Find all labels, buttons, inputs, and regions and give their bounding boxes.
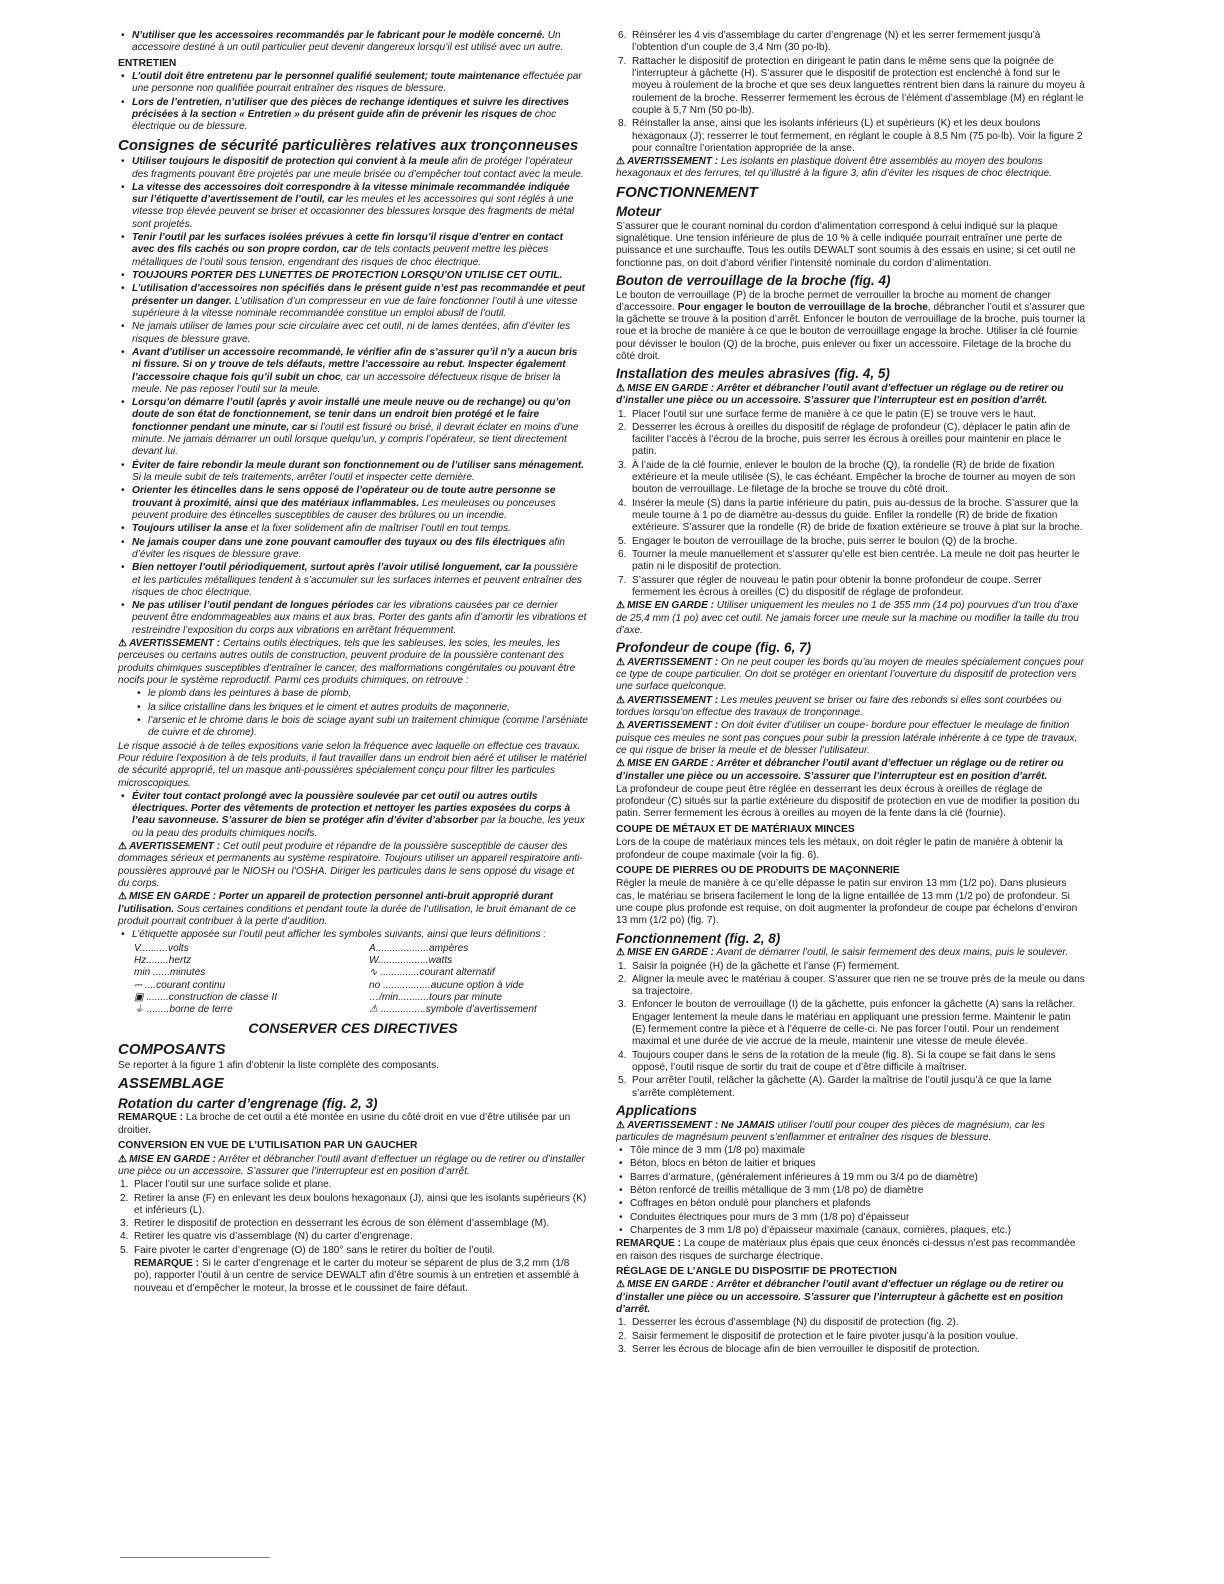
step-number: 3. [618, 459, 627, 471]
step-number: 7. [618, 574, 627, 586]
caution-paragraph: ⚠ MISE EN GARDE : Arrêter et débrancher l’outil avant d’effectuer un réglage ou de retirer ou d’installer une pièce ou un accessoire. S’assurer que l’interrupteur est en position d’arrêt. [616, 758, 1064, 782]
warning-paragraph: ⚠ AVERTISSEMENT : On ne peut couper les bords qu’au moyen de meules spécialement conçues pour ce type de coupe particulier. On doit se protéger en orientant l’ouverture du dispositif de protection vers une surface quelconque. [616, 656, 1084, 693]
metaux-text: Lors de la coupe de matériaux minces tels les métaux, on doit régler le patin de manière à obtenir la profondeur de coupe maximale (voir la fig. 6). [616, 837, 1063, 861]
symbol-entry: ⎓ ....courant continu [134, 979, 226, 991]
step-number: 1. [120, 1179, 129, 1191]
list-item: • Avant d’utiliser un accessoire recommandé, le vérifier afin de s’assurer qu’il n’y a aucun bris ni fissure. Si on y trouve de tels défauts, mettre l’accessoire au rebut. Inspecter également l’accessoire chaque fois qu’il subit un choc, car un accessoire défectueux risque de briser la meule. Ne pas reposer l’outil sur la meule. [118, 347, 588, 396]
step-number: 5. [618, 535, 627, 547]
step-item: 1. Placer l’outil sur une surface ferme de manière à ce que le patin (E) se trouve vers le haut. [618, 408, 1036, 420]
step-number: 4. [120, 1231, 129, 1243]
subsection-title: Profondeur de coupe (fig. 6, 7) [616, 640, 812, 656]
step-item: 5. Engager le bouton de verrouillage de la broche, puis serrer le boulon (Q) de la broche. [618, 535, 1018, 547]
list-item: • Béton, blocs en béton de laitier et briques [616, 1158, 1086, 1170]
symbol-entry: ⏚ ........borne de terre [134, 1004, 233, 1016]
warning-icon: ⚠ [616, 720, 626, 732]
bouton-text: Le bouton de verrouillage (P) de la broche permet de verrouiller la broche au moment de changer d’accessoire. Pour engager le bouton de verrouillage de la broche, débrancher l’outil et s’assurer que la gâchette se trouve à la position d’arrêt. Enfoncer le bouton de verrouillage de la broche, puis tourner la roue et la broche de manière à ce que le bouton de verrouillage engage la broche. Utiliser la clé fournie pour dévisser le boulon (Q) de la broche, puis enlever ou fixer un accessoire. Filetage de la broche du côté droit. [616, 289, 1086, 363]
list-item: • Tenir l’outil par les surfaces isolées prévues à cette fin lorsqu’il risque d’entrer en contact avec des fils cachés ou son propre cordon, car de tels contacts peuvent mettre les pièces métalliques de l’outil sous tension, engendrant des risques de choc électrique. [118, 232, 588, 269]
moteur-text: S’assurer que le courant nominal du cordon d’alimentation correspond à celui indiqué sur la plaque signalétique. Une tension inférieure de plus de 10 % à celle indiquée pourrait entraîner une perte de puissance et une surchauffe. Tous les outils DEWALT sont soumis à des essais en usine; si cet outil ne fonctionne pas, on doit d’abord vérifier l’intensité nominale du cordon d’alimentation. [616, 220, 1076, 269]
step-item: 6. Réinsérer les 4 vis d’assemblage du carter d’engrenage (N) et les serrer fermement jusqu’à l’obtention d’un couple de 3,4 Nm (30 po-lb). [618, 30, 1041, 54]
warning-icon: ⚠ [118, 891, 128, 903]
step-item: 2. Retirer la anse (F) en enlevant les deux boulons hexagonaux (J), ainsi que les isolants supérieurs (K) et inférieurs (L). [120, 1192, 587, 1216]
warning-icon: ⚠ [118, 1153, 128, 1165]
symbol-entry: ▣ ........construction de classe II [134, 991, 278, 1003]
list-item: • Ne pas utiliser l’outil pendant de longues périodes car les vibrations causées par ce dernier peuvent être endommageables aux mains et aux bras. Porter des gants afin d’amortir les vibrations et restreindre l’exposition du corps aux vibrations en arrêtant fréquemment. [118, 600, 588, 637]
install-steps [616, 409, 1086, 600]
subsection-title: Rotation du carter d’engrenage (fig. 2, 3) [118, 1095, 378, 1111]
warning-icon: ⚠ [616, 656, 626, 668]
list-item: • N’utiliser que les accessoires recommandés par le fabricant pour le modèle concerné. Un accessoire destiné à un outil particulier peut devenir dangereux lorsqu’il est utilisé avec un autre. [118, 30, 588, 55]
section-heading: COUPE DE MÉTAUX ET DE MATÉRIAUX MINCES [616, 823, 855, 835]
note-paragraph: REMARQUE : La broche de cet outil a été montée en usine du côté droit en vue d’être utilisée par un droitier. [118, 1112, 571, 1136]
section-title: FONCTIONNEMENT [616, 183, 758, 201]
left-column [118, 30, 588, 1296]
list-item: • l’arsenic et le chrome dans le bois de sciage ayant subi un traitement chimique (comme l’arséniate de cuivre et de chrome). [134, 715, 588, 740]
step-item: 5. Pour arrêter l’outil, relâcher la gâchette (A). Garder la maîtrise de l’outil jusqu’à ce que la lame s’arrête complètement. [618, 1075, 1052, 1099]
step-number: 2. [618, 1330, 627, 1342]
warning-paragraph: ⚠ AVERTISSEMENT : Les meules peuvent se briser ou faire des rebonds si elles sont courbées ou tordues lorsqu’on effectue des travaux de tronçonnage. [616, 694, 1062, 718]
step-number: 7. [618, 55, 627, 67]
list-item: • Ne jamais utiliser de lames pour scie circulaire avec cet outil, ni de lames dentées, afin d’éviter les risques de blessure grave. [118, 321, 588, 346]
symbol-entry: ∿ ..............courant alternatif [369, 967, 495, 979]
applications-list [616, 1145, 1086, 1237]
symbol-entry: V..........volts [134, 942, 189, 954]
symbol-entry: W..................watts [369, 954, 453, 966]
symbols-table [134, 943, 588, 1017]
symbol-entry: Hz........hertz [134, 954, 192, 966]
step-number: 1. [618, 408, 627, 420]
entretien-list [118, 71, 588, 134]
step-item: 1. Saisir la poignée (H) de la gâchette et l’anse (F) fermement. [618, 960, 900, 972]
note-paragraph: REMARQUE : La coupe de matériaux plus épais que ceux énoncés ci-dessus n’est pas recommandée en raison des risques de surcharge électrique. [616, 1238, 1076, 1262]
step-number: 1. [618, 960, 627, 972]
symbol-entry: …/min...........tours par minute [369, 991, 502, 1003]
warning-icon: ⚠ [616, 1279, 626, 1291]
warning-icon: ⚠ [616, 600, 626, 612]
note-paragraph: REMARQUE : Si le carter d’engrenage et le carter du moteur se séparent de plus de 3,2 mm (1/8 po), rapporter l’outil à un centre de service DEWALT afin d’être soumis à un entretien et assemblé à nouveau et d’empêcher le moteur, la brosse et le coussinet de faire défaut. [134, 1258, 579, 1294]
list-item: • Éviter tout contact prolongé avec la poussière soulevée par cet outil ou autres outils électriques. Porter des vêtements de protection et nettoyer les parties exposées du corps à l’eau savonneuse. S’assurer de bien se protéger afin d’éviter d’absorber par la bouche, les yeux ou la peau des produits chimiques nocifs. [118, 791, 588, 840]
step-item: 3. Retirer le dispositif de protection en desserrant les écrous de son élément d’assemblage (M). [120, 1218, 550, 1230]
symbol-entry: no .................aucune option à vide [369, 979, 524, 991]
list-item: • Lors de l’entretien, n’utiliser que des pièces de rechange identiques et suivre les directives précisées à la section « Entretien » du présent guide afin de prévenir les risques de choc électrique ou de blessure. [118, 97, 588, 134]
warning-icon: ⚠ [616, 758, 626, 770]
risk-paragraph: Le risque associé à de telles expositions varie selon la fréquence avec laquelle on effectue ces travaux. Pour réduire l’exposition à de tels produits, il faut travailler dans un endroit bien aéré et utiliser le matériel de sécurité approprié, tel un masque anti-poussières spécialement conçu pour filtrer les particules microscopiques. [118, 740, 587, 789]
warning-paragraph: ⚠ AVERTISSEMENT : Ne JAMAIS utiliser l’outil pour couper des pièces de magnésium, car les particules de magnésium peuvent s’enflammer et entraîner des risques de blessure. [616, 1119, 1045, 1143]
step-number: 5. [618, 1075, 627, 1087]
section-title: ASSEMBLAGE [118, 1075, 224, 1093]
subsection-title: Moteur [616, 204, 661, 220]
step-item: 2. Saisir fermement le dispositif de protection et le faire pivoter jusqu’à la position voulue. [618, 1330, 1019, 1342]
chemicals-list [134, 688, 588, 739]
list-item: • L’étiquette apposée sur l’outil peut afficher les symboles suivants, ainsi que leurs définitions : [118, 929, 588, 941]
section-title: COMPOSANTS [118, 1040, 226, 1058]
composants-text: Se reporter à la figure 1 afin d’obtenir la liste complète des composants. [118, 1060, 439, 1072]
step-item: 4. Insérer la meule (S) dans la partie inférieure du patin, puis au-dessus de la broche. S’assurer que la meule tourne à 1 po de diamètre au-dessus du guide. Enfiler la rondelle (R) de bride de fixation extérieure. S’assurer que la rondelle (R) de bride de fixation extérieure se trouve à plat sur la broche. [618, 497, 1083, 534]
section-title: Consignes de sécurité particulières relatives aux tronçonneuses [118, 136, 579, 154]
caution-paragraph: ⚠ MISE EN GARDE : Arrêter et débrancher l’outil avant d’effectuer un réglage ou de retirer ou d’installer une pièce ou un accessoire. S’assurer que l’interrupteur à gâchette est en position d’arrêt. [616, 1279, 1064, 1316]
list-item: • Béton renforcé de treillis métallique de 3 mm (1/8 po) de diamètre [616, 1185, 1086, 1197]
step-item: 3. À l’aide de la clé fournie, enlever le boulon de la broche (Q), la rondelle (R) de bride de fixation extérieure et la meule utilisée (S), le cas échéant. Empêcher la broche de tourner au moyen de son bouton de verrouillage. Le filetage de la broche se trouve du côté droit. [618, 459, 1076, 496]
step-item: 2. Desserrer les écrous à oreilles du dispositif de réglage de profondeur (C), déplacer le patin afin de faciliter l’accès à l’écrou de la broche, puis serrer les écrous à oreilles pour maintenir en place le patin. [618, 421, 1071, 458]
list-item: • Tôle mince de 3 mm (1/8 po) maximale [616, 1145, 1086, 1157]
list-item: • Lorsqu’on démarre l’outil (après y avoir installé une meule neuve ou de rechange) ou qu’on doute de son état de fonctionnement, se tenir dans un endroit bien protégé et le faire fonctionner pendant une minute, car si l’outil est fissuré ou brisé, il devrait éclater en moins d’une minute. Ne jamais démarrer un outil lorsque quelqu’un, y compris l’opérateur, se tient directement devant lui. [118, 397, 588, 459]
step-item: 1. Placer l’outil sur une surface solide et plane. [120, 1179, 332, 1191]
symbol-entry: A...................ampères [369, 942, 469, 954]
label-list [118, 929, 588, 941]
step-number: 6. [618, 548, 627, 560]
warning-icon: ⚠ [118, 638, 128, 650]
dust-list [118, 791, 588, 840]
step-item: 7. Rattacher le dispositif de protection en dirigeant le patin dans le même sens que la poignée de l’interrupteur à gâchette (H). S’assurer que le dispositif de protection est enclenché à fond sur le moyeu à roulement de la broche et que ses deux languettes rentrent bien dans la rainure du moyeu à roulement de la broche. Resserrer fermement les écrous de l’élément d’assemblage (M) en réglant le couple à 5,7 Nm (50 po-lb). [618, 55, 1085, 116]
list-item: • le plomb dans les peintures à base de plomb, [134, 688, 588, 700]
list-item: • L’outil doit être entretenu par le personnel qualifié seulement; toute maintenance effectuée par une personne non qualifiée pourrait entraîner des risques de blessure. [118, 71, 588, 96]
warning-icon: ⚠ [118, 841, 128, 853]
step-item: 3. Enfoncer le bouton de verrouillage (I) de la gâchette, puis enfoncer la gâchette (A) sans la relâcher. Engager lentement la meule dans le matériau en appliquant une pression ferme. Maintenir le patin (E) fermement contre la pièce et à l’équerre de celle-ci. Ne pas forcer l’outil. Pour un rendement maximal et une durée de vie accrue de la meule, maintenir une vitesse de meule élevée. [618, 999, 1076, 1048]
list-item: • Coffrages en béton ondulé pour planchers et plafonds [616, 1198, 1086, 1210]
list-item: • L’utilisation d’accessoires non spécifiés dans le présent guide n’est pas recommandée et peut présenter un danger. L’utilisation d’un compresseur en vue de faire fonctionner l’outil à une vitesse supérieure à la vitesse nominale recommandée constitue un emploi abusif de l’outil. [118, 283, 588, 320]
list-item: • Bien nettoyer l’outil périodiquement, surtout après l’avoir utilisé longuement, car la poussière et les particules métalliques tendent à s’accumuler sur les surfaces internes et peuvent entraîner des risques de choc électrique. [118, 562, 588, 599]
step-item: 4. Retirer les quatre vis d’assemblage (N) du carter d’engrenage. [120, 1231, 413, 1243]
step-number: 2. [120, 1192, 129, 1204]
caution-paragraph: ⚠ MISE EN GARDE : Arrêter et débrancher l’outil avant d’effectuer un réglage ou de retirer ou d’installer une pièce ou un accessoire. S’assurer que l’interrupteur est en position d’arrêt. [616, 382, 1064, 407]
subsection-title: Fonctionnement (fig. 2, 8) [616, 930, 781, 946]
list-item: • Utiliser toujours le dispositif de protection qui convient à la meule afin de protéger l’opérateur des fragments pouvant être projetés par une meule brisée ou d’empêcher tout contact avec la meule. [118, 156, 588, 181]
subsection-title: Bouton de verrouillage de la broche (fig. 4) [616, 273, 891, 289]
reassembly-steps [616, 30, 1086, 155]
step-item: 2. Aligner la meule avec le matériau à couper. S’assurer que rien ne se trouve près de la meule ou dans sa trajectoire. [618, 973, 1085, 998]
profondeur-text: La profondeur de coupe peut être réglée en desserrant les deux écrous à oreilles de réglage de profondeur (C) situés sur la partie extérieure du dispositif de protection en vue de modifier la position du patin. Serrer fermement les écrous à oreilles au moyen de la fente dans la clé (fournie). [616, 783, 1080, 820]
step-item: 4. Toujours couper dans le sens de la rotation de la meule (fig. 8). Si la coupe se fait dans le sens opposé, l’outil risque de sortir du trait de coupe et d’être difficile à maîtriser. [618, 1049, 1056, 1074]
consignes-list [118, 156, 588, 637]
warning-icon: ⚠ [616, 382, 626, 394]
warning-paragraph: ⚠ AVERTISSEMENT : Les isolants en plastique doivent être assemblés au moyen des boulons hexagonaux et des ferrures, tel qu’illustré à la figure 3, afin d’éviter les risques de choc électrique. [616, 156, 1052, 180]
warning-paragraph: ⚠ AVERTISSEMENT : On doit éviter d’utiliser un coupe- bordure pour effectuer le meulage de finition puisque ces meules ne sont pas conçues pour subir la pression latérale inhérente à ce type de travaux, ce qui risque de briser la meule et de blesser l’utilisateur. [616, 720, 1078, 756]
step-number: 2. [618, 421, 627, 433]
list-item: • Conduites électriques pour murs de 3 mm (1/8 po) d’épaisseur [616, 1212, 1086, 1224]
subsection-title: Installation des meules abrasives (fig. 4, 5) [616, 366, 890, 382]
warning-paragraph: ⚠ AVERTISSEMENT : Cet outil peut produire et répandre de la poussière susceptible de causer des dommages sérieux et permanents au système respiratoire. Toujours utiliser un appareil respiratoire anti-poussières approuvé par le NIOSH ou l’OSHA. Diriger les particules dans le sens opposé du visage et du corps. [118, 841, 583, 890]
list-item: • Ne jamais couper dans une zone pouvant camoufler des tuyaux ou des fils électriques afin d’éviter les risques de blessure grave. [118, 537, 588, 562]
list-item: • la silice cristalline dans les briques et le ciment et autres produits de maçonnerie, [134, 702, 588, 714]
pierres-text: Régler la meule de manière à ce qu’elle dépasse le patin sur environ 13 mm (1/2 po). Dans plusieurs cas, le matériau se brisera facilement le long de la ligne entaillée de 13 mm (1/2 po) de profondeur. Si une coupe plus profonde est requise, on doit augmenter la profondeur de coupe par échelons d’environ 13 mm (1/2 po) (fig. 7). [616, 878, 1078, 927]
section-heading: RÉGLAGE DE L’ANGLE DU DISPOSITIF DE PROTECTION [616, 1265, 897, 1277]
warning-icon: ⚠ [616, 1119, 626, 1131]
caution-paragraph: ⚠ MISE EN GARDE : Avant de démarrer l’outil, le saisir fermement des deux mains, puis le soulever. [616, 947, 1069, 959]
step-number: 6. [618, 30, 627, 41]
step-item: 6. Tourner la meule manuellement et s’assurer qu’elle est bien centrée. La meule ne doit pas heurter le patin ni le dispositif de protection. [618, 548, 1080, 573]
list-item: • Charpentes de 3 mm 1/8 po) d’épaisseur maximale (canaux, cornières, plaques, etc.) [616, 1225, 1086, 1237]
list-item: • TOUJOURS PORTER DES LUNETTES DE PROTECTION LORSQU’ON UTILISE CET OUTIL. [118, 270, 588, 282]
step-number: 5. [120, 1244, 129, 1256]
conserver-title: CONSERVER CES DIRECTIVES [248, 1020, 458, 1037]
step-number: 4. [618, 1049, 627, 1061]
step-number: 1. [618, 1317, 627, 1329]
step-item: 7. S’assurer que régler de nouveau le patin pour obtenir la bonne profondeur de coupe. Serrer fermement les écrous à oreilles (C) du dispositif de réglage de profondeur. [618, 574, 1042, 598]
symbol-entry: min ......minutes [134, 967, 206, 979]
guard-steps [616, 1317, 1086, 1356]
caution-paragraph: ⚠ MISE EN GARDE : Arrêter et débrancher l’outil avant d’effectuer un réglage ou de retirer ou d’installer une pièce ou un accessoire. S’assurer que l’interrupteur est en position d’arrêt. [118, 1153, 585, 1177]
caution-paragraph: ⚠ MISE EN GARDE : Porter un appareil de protection personnel anti-bruit approprié durant l’utilisation. Sous certaines conditions et pendant toute la durée de l’utilisation, le bruit émanant de ce produit pourrait contribuer à la perte d’audition. [118, 891, 576, 927]
list-item: • Toujours utiliser la anse et la fixer solidement afin de maîtriser l’outil en tout temps. [118, 523, 588, 535]
step-number: 3. [618, 999, 627, 1011]
list-item: • Barres d’armature, (généralement inférieures à 19 mm ou 3/4 po de diamètre) [616, 1172, 1086, 1184]
caution-paragraph: ⚠ MISE EN GARDE : Utiliser uniquement les meules no 1 de 355 mm (14 po) pourvues d’un trou d’axe de 25,4 mm (1 po) avec cet outil. Ne jamais forcer une meule sur la machine ou modifier la taille du trou d’axe. [616, 600, 1079, 636]
step-number: 4. [618, 497, 627, 509]
list-item: • La vitesse des accessoires doit correspondre à la vitesse minimale recommandée indiquée sur l’étiquette d’avertissement de l’outil, car les meules et les accessoires qui sont réglés à une vitesse trop élevée peuvent se briser et occasionner des blessures lorsque des fragments de métal sont projetés. [118, 182, 588, 231]
step-number: 3. [618, 1344, 627, 1356]
operation-steps [616, 961, 1086, 1100]
warning-icon: ⚠ [616, 694, 626, 706]
warning-icon: ⚠ [616, 947, 626, 959]
step-number: 2. [618, 973, 627, 985]
section-heading: ENTRETIEN [118, 57, 177, 69]
warning-paragraph: ⚠ AVERTISSEMENT : Certains outils électriques, tels que les sableuses, les scies, les meules, les perceuses ou certains autres outils de construction, peuvent produire de la poussière contenant des produits chimiques susceptibles d’entraîner le cancer, des malformations congénitales ou pouvant être nocifs pour le système reproductif. Parmi ces produits chimiques, on retrouve : [118, 638, 576, 687]
symbol-entry: ⚠ ................symbole d’avertissement [369, 1004, 537, 1016]
warning-icon: ⚠ [616, 156, 626, 168]
step-number: 8. [618, 118, 627, 130]
list-item: • Orienter les étincelles dans le sens opposé de l’opérateur ou de toute autre personne se trouvant à proximité, ainsi que des matériaux inflammables. Les meuleuses ou ponceuses peuvent produire des étincelles susceptibles de causer des brûlures ou un incendie. [118, 485, 588, 522]
subsection-title: Applications [616, 1102, 698, 1118]
step-item: 5. Faire pivoter le carter d’engrenage (O) de 180° sans le retirer du boîtier de l’outil. [120, 1244, 495, 1256]
step-item: 3. Serrer les écrous de blocage afin de bien verrouiller le dispositif de protection. [618, 1344, 980, 1356]
list-item: • Éviter de faire rebondir la meule durant son fonctionnement ou de l’utiliser sans ménagement. Si la meule subit de tels traitements, arrêter l’outil et inspecter cette dernière. [118, 460, 588, 485]
step-item: 1. Desserrer les écrous d’assemblage (N) du dispositif de protection (fig. 2). [618, 1317, 959, 1329]
step-item: 8. Réinstaller la anse, ainsi que les isolants inférieurs (L) et supérieurs (K) et les deux boulons hexagonaux (J); resserrer le tout fermement, en réglant le couple à 8,5 Nm (75 po-lb). Voir la figure 2 pour connaître l’orientation appropriée de la anse. [618, 118, 1083, 154]
step-number: 3. [120, 1218, 129, 1230]
conversion-steps [118, 1179, 588, 1257]
footer-rule [120, 1557, 270, 1558]
section-heading: COUPE DE PIERRES OU DE PRODUITS DE MAÇONNERIE [616, 864, 900, 876]
intro-list [118, 30, 588, 55]
section-heading: CONVERSION EN VUE DE L’UTILISATION PAR UN GAUCHER [118, 1140, 418, 1152]
right-column [616, 30, 1086, 1357]
